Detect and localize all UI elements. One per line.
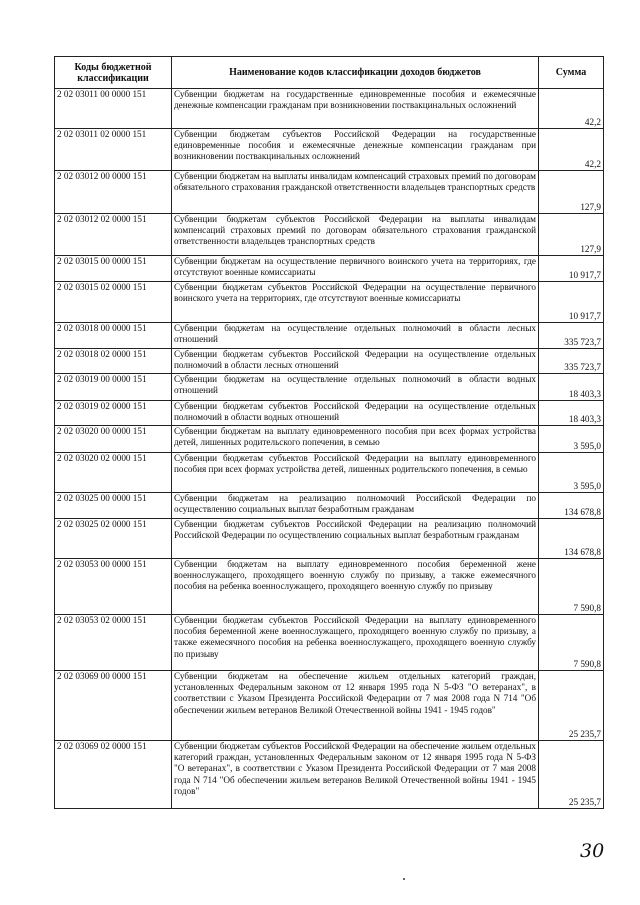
budget-classification-table (54, 56, 604, 809)
row-sum: 25 235,7 (539, 671, 604, 741)
row-code: 2 02 03011 00 0000 151 (55, 89, 172, 129)
table-row (55, 615, 604, 671)
row-sum: 42,2 (539, 129, 604, 171)
row-name: Субвенции бюджетам на выплату единовременного пособия беременной жене военнослужащего, проходящего военную службу по призыву, а также ежемесячного пособия на ребенка военнослужащего, проходящего военную службу по призыву (172, 559, 539, 615)
row-sum: 10 917,7 (539, 256, 604, 282)
row-sum: 335 723,7 (539, 349, 604, 374)
row-sum: 127,9 (539, 171, 604, 214)
row-code: 2 02 03025 00 0000 151 (55, 493, 172, 519)
row-name: Субвенции бюджетам на обеспечение жильем отдельных категорий граждан, установленных Федеральным законом от 12 января 1995 года N 5-ФЗ "О ветеранах", в соответствии с Указом Президента Российской Федерации от 7 мая 2008 года N 714 "Об обеспечении жильем ветеранов Великой Отечественной войны 1941 - 1945 годов" (172, 671, 539, 741)
row-code: 2 02 03018 00 0000 151 (55, 323, 172, 349)
row-sum: 3 595,0 (539, 426, 604, 453)
scan-dot (403, 878, 405, 880)
table-row (55, 401, 604, 426)
row-name: Субвенции бюджетам на выплаты инвалидам компенсаций страховых премий по договорам обязательного страхования гражданской ответственности владельцев транспортных средств (172, 171, 539, 214)
row-sum: 7 590,8 (539, 615, 604, 671)
row-code: 2 02 03011 02 0000 151 (55, 129, 172, 171)
table-row (55, 129, 604, 171)
row-sum: 10 917,7 (539, 282, 604, 323)
row-name: Субвенции бюджетам на осуществление отдельных полномочий в области лесных отношений (172, 323, 539, 349)
row-sum: 134 678,8 (539, 493, 604, 519)
row-name: Субвенции бюджетам субъектов Российской Федерации на выплаты инвалидам компенсаций страховых премий по договорам обязательного страхования гражданской ответственности владельцев транспортных средств (172, 214, 539, 256)
row-code: 2 02 03015 02 0000 151 (55, 282, 172, 323)
row-code: 2 02 03015 00 0000 151 (55, 256, 172, 282)
row-sum: 18 403,3 (539, 374, 604, 401)
table-row (55, 323, 604, 349)
row-sum: 335 723,7 (539, 323, 604, 349)
table-row (55, 453, 604, 493)
row-name: Субвенции бюджетам субъектов Российской Федерации на осуществление отдельных полномочий в области водных отношений (172, 401, 539, 426)
row-sum: 3 595,0 (539, 453, 604, 493)
row-sum: 18 403,3 (539, 401, 604, 426)
budget-table-sheet (54, 56, 603, 809)
header-code: Коды бюджетной классификации (55, 57, 172, 89)
table-row (55, 282, 604, 323)
table-row (55, 256, 604, 282)
row-name: Субвенции бюджетам субъектов Российской Федерации на выплату единовременного пособия беременной жене военнослужащего, проходящего военную службу по призыву, а также ежемесячного пособия на ребенка военнослужащего, проходящего военную службу по призыву (172, 615, 539, 671)
table-row (55, 493, 604, 519)
row-code: 2 02 03020 00 0000 151 (55, 426, 172, 453)
row-sum: 42,2 (539, 89, 604, 129)
header-name: Наименование кодов классификации доходов бюджетов (172, 57, 539, 89)
table-header-row (55, 57, 604, 89)
row-name: Субвенции бюджетам на осуществление отдельных полномочий в области водных отношений (172, 374, 539, 401)
table-row (55, 741, 604, 809)
row-sum: 127,9 (539, 214, 604, 256)
row-sum: 7 590,8 (539, 559, 604, 615)
table-row (55, 89, 604, 129)
row-name: Субвенции бюджетам на государственные единовременные пособия и ежемесячные денежные компенсации гражданам при возникновении поствакцинальных осложнений (172, 89, 539, 129)
table-row (55, 519, 604, 559)
table-row (55, 171, 604, 214)
row-code: 2 02 03012 02 0000 151 (55, 214, 172, 256)
row-name: Субвенции бюджетам субъектов Российской Федерации на выплату единовременного пособия при всех формах устройства детей, лишенных родительского попечения, в семью (172, 453, 539, 493)
table-row (55, 426, 604, 453)
header-sum: Сумма (539, 57, 604, 89)
row-name: Субвенции бюджетам субъектов Российской Федерации на осуществление отдельных полномочий в области лесных отношений (172, 349, 539, 374)
row-sum: 134 678,8 (539, 519, 604, 559)
table-row (55, 374, 604, 401)
page-number: 30 (580, 840, 605, 862)
table-row (55, 349, 604, 374)
row-code: 2 02 03012 00 0000 151 (55, 171, 172, 214)
row-name: Субвенции бюджетам субъектов Российской Федерации на обеспечение жильем отдельных категорий граждан, установленных Федеральным законом от 12 января 1995 года N 5-ФЗ "О ветеранах", в соответствии с Указом Президента Российской Федерации от 7 мая 2008 года N 714 "Об обеспечении жильем ветеранов Великой Отечественной войны 1941 - 1945 годов" (172, 741, 539, 809)
table-row (55, 671, 604, 741)
table-row (55, 214, 604, 256)
row-code: 2 02 03019 02 0000 151 (55, 401, 172, 426)
row-code: 2 02 03069 02 0000 151 (55, 741, 172, 809)
row-name: Субвенции бюджетам на выплату единовременного пособия при всех формах устройства детей, лишенных родительского попечения, в семью (172, 426, 539, 453)
row-name: Субвенции бюджетам на осуществление первичного воинского учета на территориях, где отсутствуют военные комиссариаты (172, 256, 539, 282)
table-row (55, 559, 604, 615)
row-code: 2 02 03018 02 0000 151 (55, 349, 172, 374)
row-code: 2 02 03053 02 0000 151 (55, 615, 172, 671)
row-code: 2 02 03025 02 0000 151 (55, 519, 172, 559)
row-name: Субвенции бюджетам субъектов Российской Федерации на осуществление первичного воинского учета на территориях, где отсутствуют военные комиссариаты (172, 282, 539, 323)
row-code: 2 02 03069 00 0000 151 (55, 671, 172, 741)
row-code: 2 02 03053 00 0000 151 (55, 559, 172, 615)
row-name: Субвенции бюджетам на реализацию полномочий Российской Федерации по осуществлению социальных выплат безработным гражданам (172, 493, 539, 519)
row-code: 2 02 03020 02 0000 151 (55, 453, 172, 493)
table-body (55, 89, 604, 809)
row-name: Субвенции бюджетам субъектов Российской Федерации на реализацию полномочий Российской Федерации по осуществлению социальных выплат безработным гражданам (172, 519, 539, 559)
row-sum: 25 235,7 (539, 741, 604, 809)
row-code: 2 02 03019 00 0000 151 (55, 374, 172, 401)
row-name: Субвенции бюджетам субъектов Российской Федерации на государственные единовременные пособия и ежемесячные денежные компенсации гражданам при возникновении поствакцинальных осложнений (172, 129, 539, 171)
